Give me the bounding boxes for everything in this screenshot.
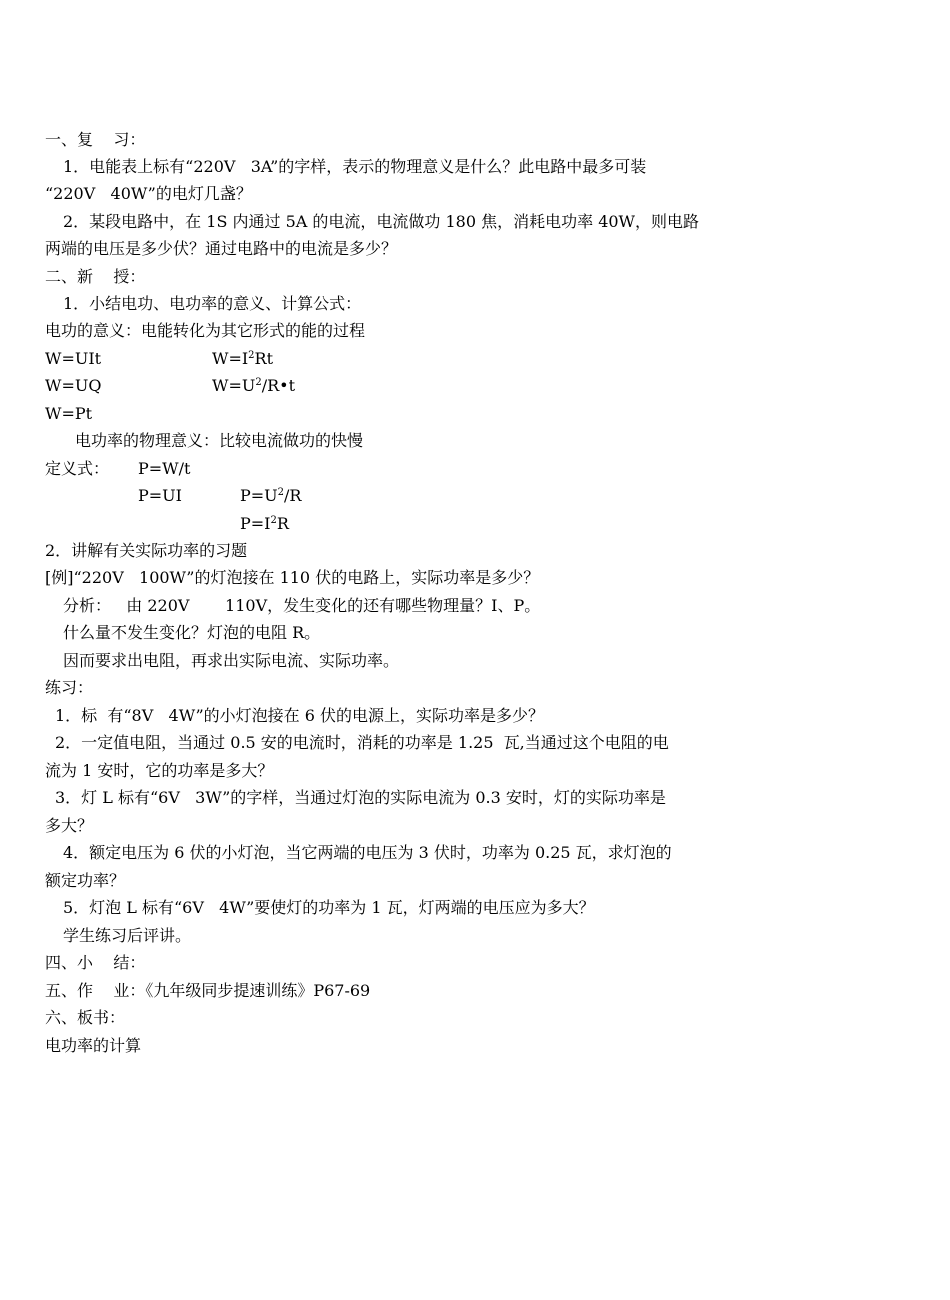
example-therefore: 因而要求出电阻，再求出实际电流、实际功率。 (63, 651, 400, 670)
example-unchanged: 什么量不发生变化？灯泡的电阻 R。 (63, 623, 321, 642)
review-question-1-line-2: “220V 40W”的电灯几盏？ (45, 184, 252, 203)
review-question-2-line-2: 两端的电压是多少伏？通过电路中的电流是多少？ (45, 239, 398, 258)
formula-w-uq: W=UQ (45, 376, 102, 395)
formula-p-i2r: $P=I^2R$ (240, 514, 289, 533)
formula-w-pt: W=Pt (45, 404, 93, 423)
review-question-2-line-1: 2．某段电路中，在 1S 内通过 5A 的电流，电流做功 180 焦，消耗电功率 40W，则电路 (63, 212, 700, 231)
definition-label: 定义式： (45, 459, 110, 478)
new-lesson-item-2: 2．讲解有关实际功率的习题 (45, 541, 248, 560)
new-lesson-item-1: 1．小结电功、电功率的意义、计算公式： (63, 294, 362, 313)
summary-heading: 四、小 结： (45, 953, 146, 972)
new-lesson-heading: 二、新 授： (45, 267, 146, 286)
board-heading: 六、板书： (45, 1008, 126, 1027)
formula-p-wt: P=W/t (138, 459, 191, 478)
practice-3-line-1: 3．灯 L 标有“6V 3W”的字样，当通过灯泡的实际电流为 0.3 安时，灯的实际功率是 (55, 788, 666, 807)
formula-p-u2r: $P=U^2/R$ (240, 486, 302, 505)
practice-2-line-1: 2．一定值电阻，当通过 0.5 安的电流时，消耗的功率是 1.25 瓦,当通过这个电阻的电 (55, 733, 669, 752)
practice-4-line-2: 额定功率？ (45, 871, 126, 890)
practice-1: 1．标 有“8V 4W”的小灯泡接在 6 伏的电源上，实际功率是多少？ (55, 706, 544, 725)
formula-w-i2rt: $W=I^2Rt$ (212, 349, 274, 368)
homework-heading: 五、作 业：《九年级同步提速训练》P67-69 (45, 981, 371, 1000)
practice-after: 学生练习后评讲。 (63, 926, 192, 945)
formula-w-uit: W=UIt (45, 349, 102, 368)
practice-heading: 练习： (45, 678, 94, 697)
practice-4-line-1: 4．额定电压为 6 伏的小灯泡，当它两端的电压为 3 伏时，功率为 0.25 瓦，求灯泡的 (63, 843, 672, 862)
practice-5: 5．灯泡 L 标有“6V 4W”要使灯的功率为 1 瓦，灯两端的电压应为多大？ (63, 898, 595, 917)
example-analysis: 分析： 由 220V 110V，发生变化的还有哪些物理量？I、P。 (63, 596, 541, 615)
example-problem: [例]“220V 100W”的灯泡接在 110 伏的电路上，实际功率是多少？ (45, 568, 540, 587)
review-heading: 一、复 习： (45, 130, 146, 149)
board-title: 电功率的计算 (45, 1036, 142, 1055)
formula-w-u2rt: $W=U^2/R•t$ (212, 376, 296, 395)
formula-p-ui: P=UI (138, 486, 182, 505)
power-meaning: 电功率的物理意义：比较电流做功的快慢 (75, 431, 364, 450)
practice-2-line-2: 流为 1 安时，它的功率是多大？ (45, 761, 274, 780)
practice-3-line-2: 多大？ (45, 816, 94, 835)
work-meaning: 电功的意义：电能转化为其它形式的能的过程 (45, 321, 366, 340)
review-question-1-line-1: 1．电能表上标有“220V 3A”的字样，表示的物理意义是什么？此电路中最多可装 (63, 157, 647, 176)
